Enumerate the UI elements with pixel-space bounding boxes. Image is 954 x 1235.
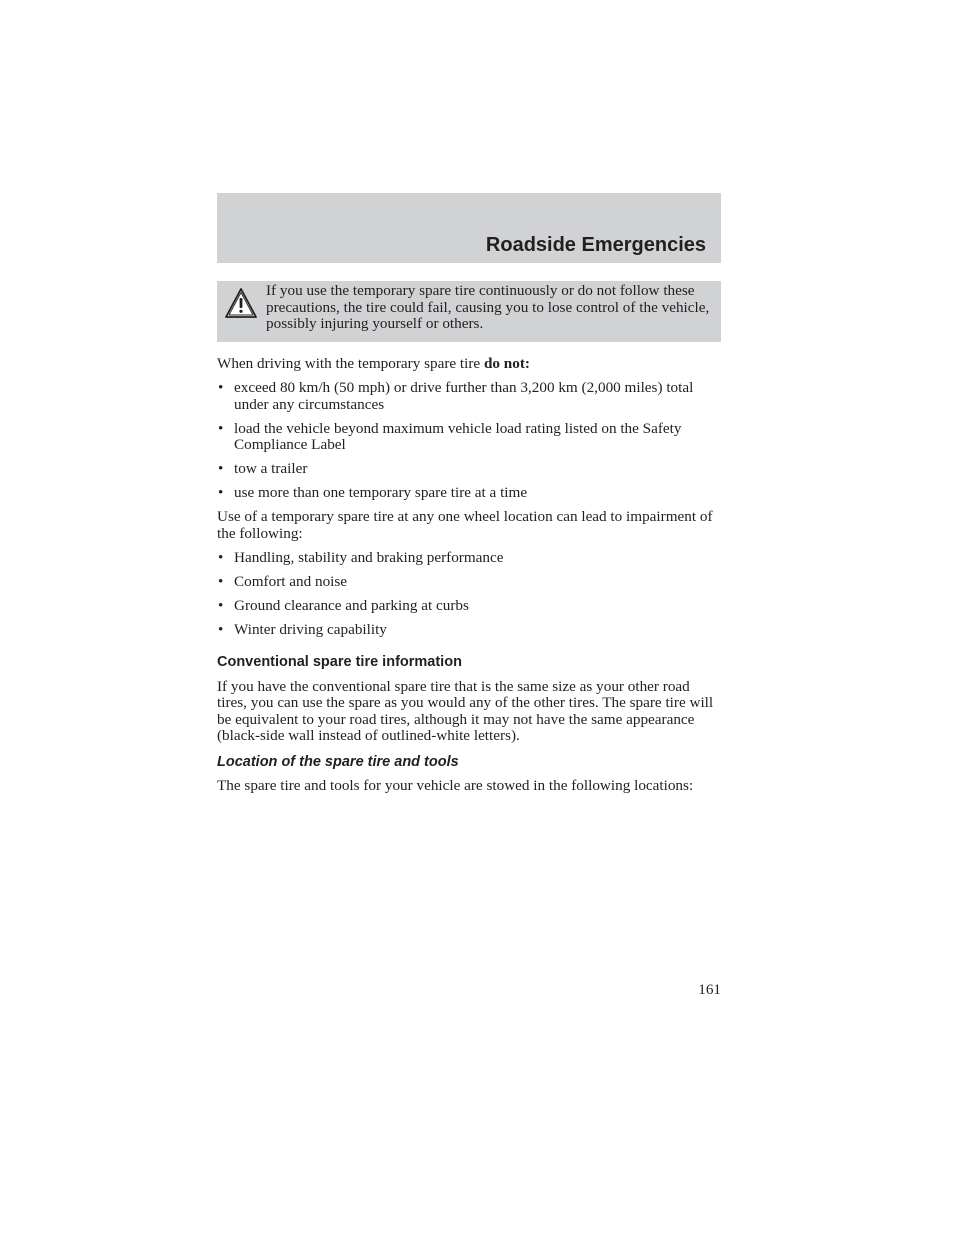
list-item-text: tow a trailer xyxy=(234,460,308,477)
list-item-text: Comfort and noise xyxy=(234,572,348,590)
bullet-icon: • xyxy=(218,419,224,437)
list-item-text: use more than one temporary spare tire at a time xyxy=(234,484,528,501)
list-item-text: Winter driving capability xyxy=(234,620,387,638)
list-item xyxy=(217,461,722,478)
bullet-icon: • xyxy=(218,460,224,477)
impairment-list xyxy=(217,550,722,639)
warning-triangle-icon xyxy=(224,287,258,320)
list-item xyxy=(217,485,722,502)
page-number: 161 xyxy=(698,981,721,998)
list-item-text: Ground clearance and parking at curbs xyxy=(234,596,469,614)
bullet-icon: • xyxy=(218,484,224,501)
section-header-band xyxy=(217,193,721,263)
list-item xyxy=(217,550,722,567)
driving-restrictions-list xyxy=(217,380,722,502)
list-item xyxy=(217,622,722,639)
conventional-spare-heading: Conventional spare tire information xyxy=(217,654,462,670)
list-item xyxy=(217,574,722,591)
spare-location-body: The spare tire and tools for your vehicle are stowed in the following locations: xyxy=(217,777,694,794)
spare-location-heading: Location of the spare tire and tools xyxy=(217,753,459,770)
conventional-spare-body: If you have the conventional spare tire that is the same size as your other road tires, you can use the spare as you would any of the other tires. The spare tire will be equivalent to your road tires, although it may not have the same appearance (black-side wall instead of outlined-white letters). xyxy=(217,677,714,744)
bullet-icon: • xyxy=(218,572,224,590)
list-item xyxy=(217,598,722,615)
page-content xyxy=(217,356,722,795)
bullet-icon: • xyxy=(218,548,224,566)
list-item-text: exceed 80 km/h (50 mph) or drive further than 3,200 km (2,000 miles) total under any circumstances xyxy=(234,379,694,413)
section-title: Roadside Emergencies xyxy=(485,234,706,256)
bullet-icon: • xyxy=(218,620,224,638)
list-item-text: load the vehicle beyond maximum vehicle load rating listed on the Safety Compliance Label xyxy=(234,419,682,453)
bullet-icon: • xyxy=(218,596,224,614)
list-item xyxy=(217,380,722,413)
impairment-intro: Use of a temporary spare tire at any one wheel location can lead to impairment of the following: xyxy=(217,508,713,542)
driving-intro-text: When driving with the temporary spare tire xyxy=(217,355,484,372)
list-item xyxy=(217,421,722,454)
driving-intro-emphasis: do not: xyxy=(483,355,530,372)
driving-intro xyxy=(217,356,722,373)
list-item-text: Handling, stability and braking performance xyxy=(234,548,504,566)
bullet-icon: • xyxy=(218,379,224,396)
warning-text: If you use the temporary spare tire continuously or do not follow these precautions, the tire could fail, causing you to lose control of the vehicle, possibly injuring yourself or others. xyxy=(266,282,710,332)
warning-box xyxy=(217,281,721,342)
